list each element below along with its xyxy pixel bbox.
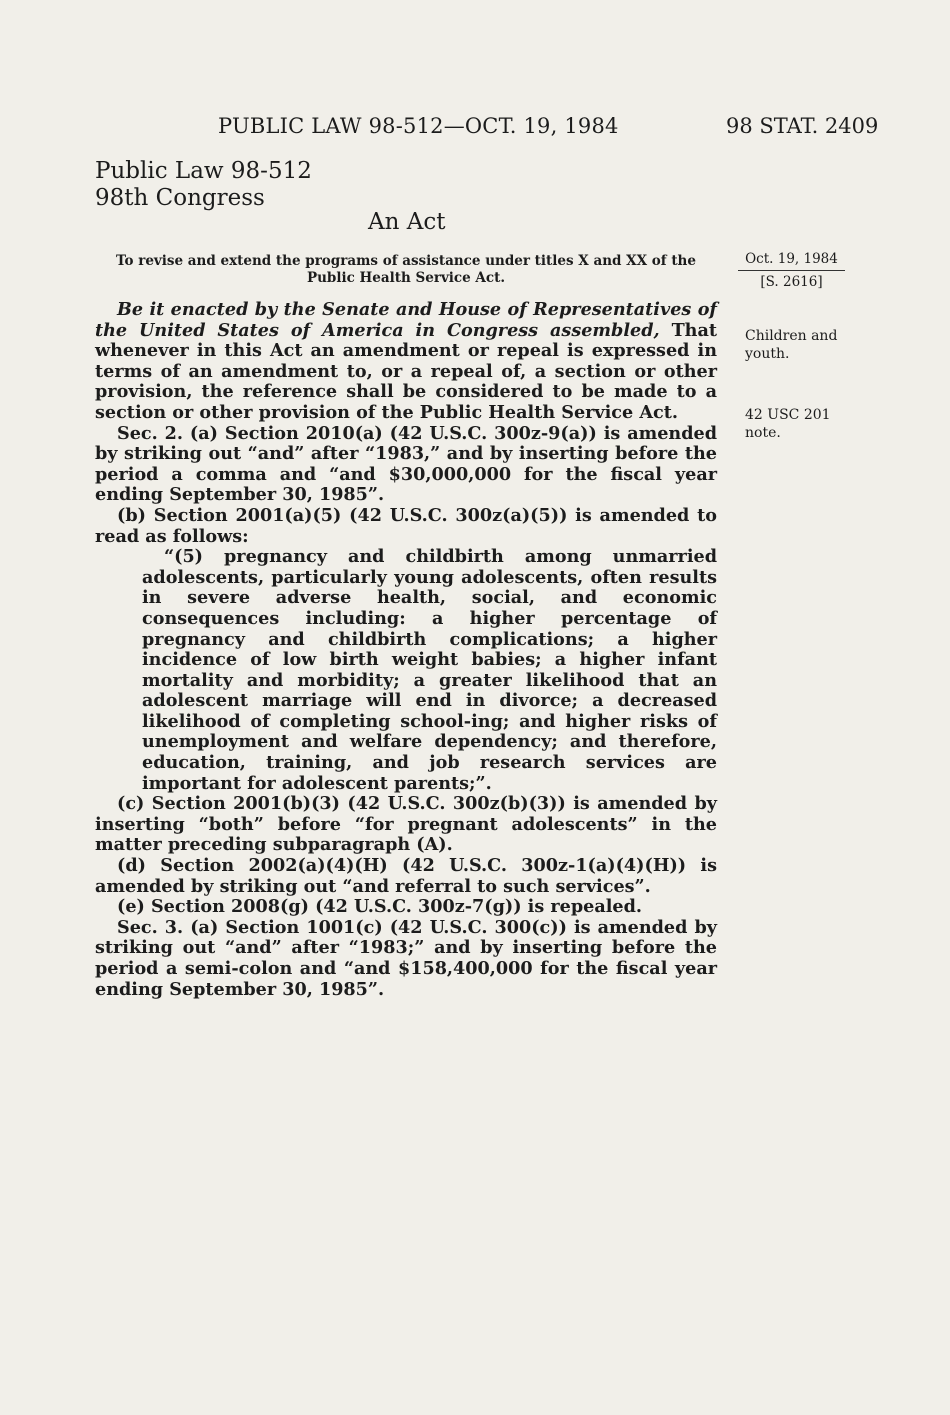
act-purpose: To revise and extend the programs of assistance under titles X and XX of the Public Health Service Act. [116,253,696,286]
public-law-number: Public Law 98-512 [95,158,312,184]
section-2a [95,424,717,506]
margin-note-subject: Children and youth. [745,328,838,362]
act-heading: An Act [368,209,446,235]
section-3-label: Sec. 3. [117,916,184,938]
margin-date-block [738,250,845,291]
statute-page-number: 98 STAT. 2409 [726,114,879,138]
section-2b: (b) Section 2001(a)(5) (42 U.S.C. 300z(a)(5)) is amended to read as follows: [95,504,717,547]
enacting-clause [95,300,717,424]
section-2e: (e) Section 2008(g) (42 U.S.C. 300z-7(g)) is repealed. [117,896,643,918]
section-3a-text: (a) Section 1001(c) (42 U.S.C. 300(c)) is amended by striking out “and” after “1983;” and by inserting before the period a semi-colon and “and $158,400,000 for the fiscal year ending September 30, 1985”. [95,916,717,1000]
section-2d: (d) Section 2002(a)(4)(H) (42 U.S.C. 300z-1(a)(4)(H)) is amended by striking out “and referral to such services”. [95,855,717,897]
enactment-date: Oct. 19, 1984 [745,251,838,267]
margin-note-usc: 42 USC 201 note. [745,407,831,441]
congress-label: 98th Congress [95,185,265,211]
running-head-title: PUBLIC LAW 98-512—OCT. 19, 1984 [218,114,619,138]
margin-rule [738,270,845,271]
section-2-label: Sec. 2. [117,422,184,444]
running-head [0,114,950,144]
act-body [95,300,717,1000]
section-2a-text: (a) Section 2010(a) (42 U.S.C. 300z-9(a)) is amended by striking out “and” after “1983,” and by inserting before the period a comma and “and $30,000,000 for the fiscal year ending September 30, 1985”. [95,422,717,506]
enacting-formula: Be it enacted by the Senate and House of Representatives of the United States of America in Congress assembled, [95,299,717,341]
enacting-clause-text: That whenever in this Act an amendment or repeal is expressed in terms of an amendment to, or a repeal of, a section or other provision, the reference shall be considered to be made to a section or other provision of the Public Health Service Act. [95,319,717,423]
bill-number: [S. 2616] [760,274,823,290]
section-2b-quoted-text: “(5) pregnancy and childbirth among unmarried adolescents, particularly young adolescents, often results in severe adverse health, social, and economic consequences including: a higher percentage of pregnancy and childbirth complications; a higher incidence of low birth weight babies; a higher infant mortality and morbidity; a greater likelihood that an adolescent marriage will end in divorce; a decreased likelihood of completing school-ing; and higher risks of unemployment and welfare dependency; and therefore, education, training, and job research services are important for adolescent parents;”. [142,546,717,794]
section-3a [95,918,717,1000]
section-2c: (c) Section 2001(b)(3) (42 U.S.C. 300z(b)(3)) is amended by inserting “both” before “for pregnant adolescents” in the matter preceding subparagraph (A). [95,793,717,856]
